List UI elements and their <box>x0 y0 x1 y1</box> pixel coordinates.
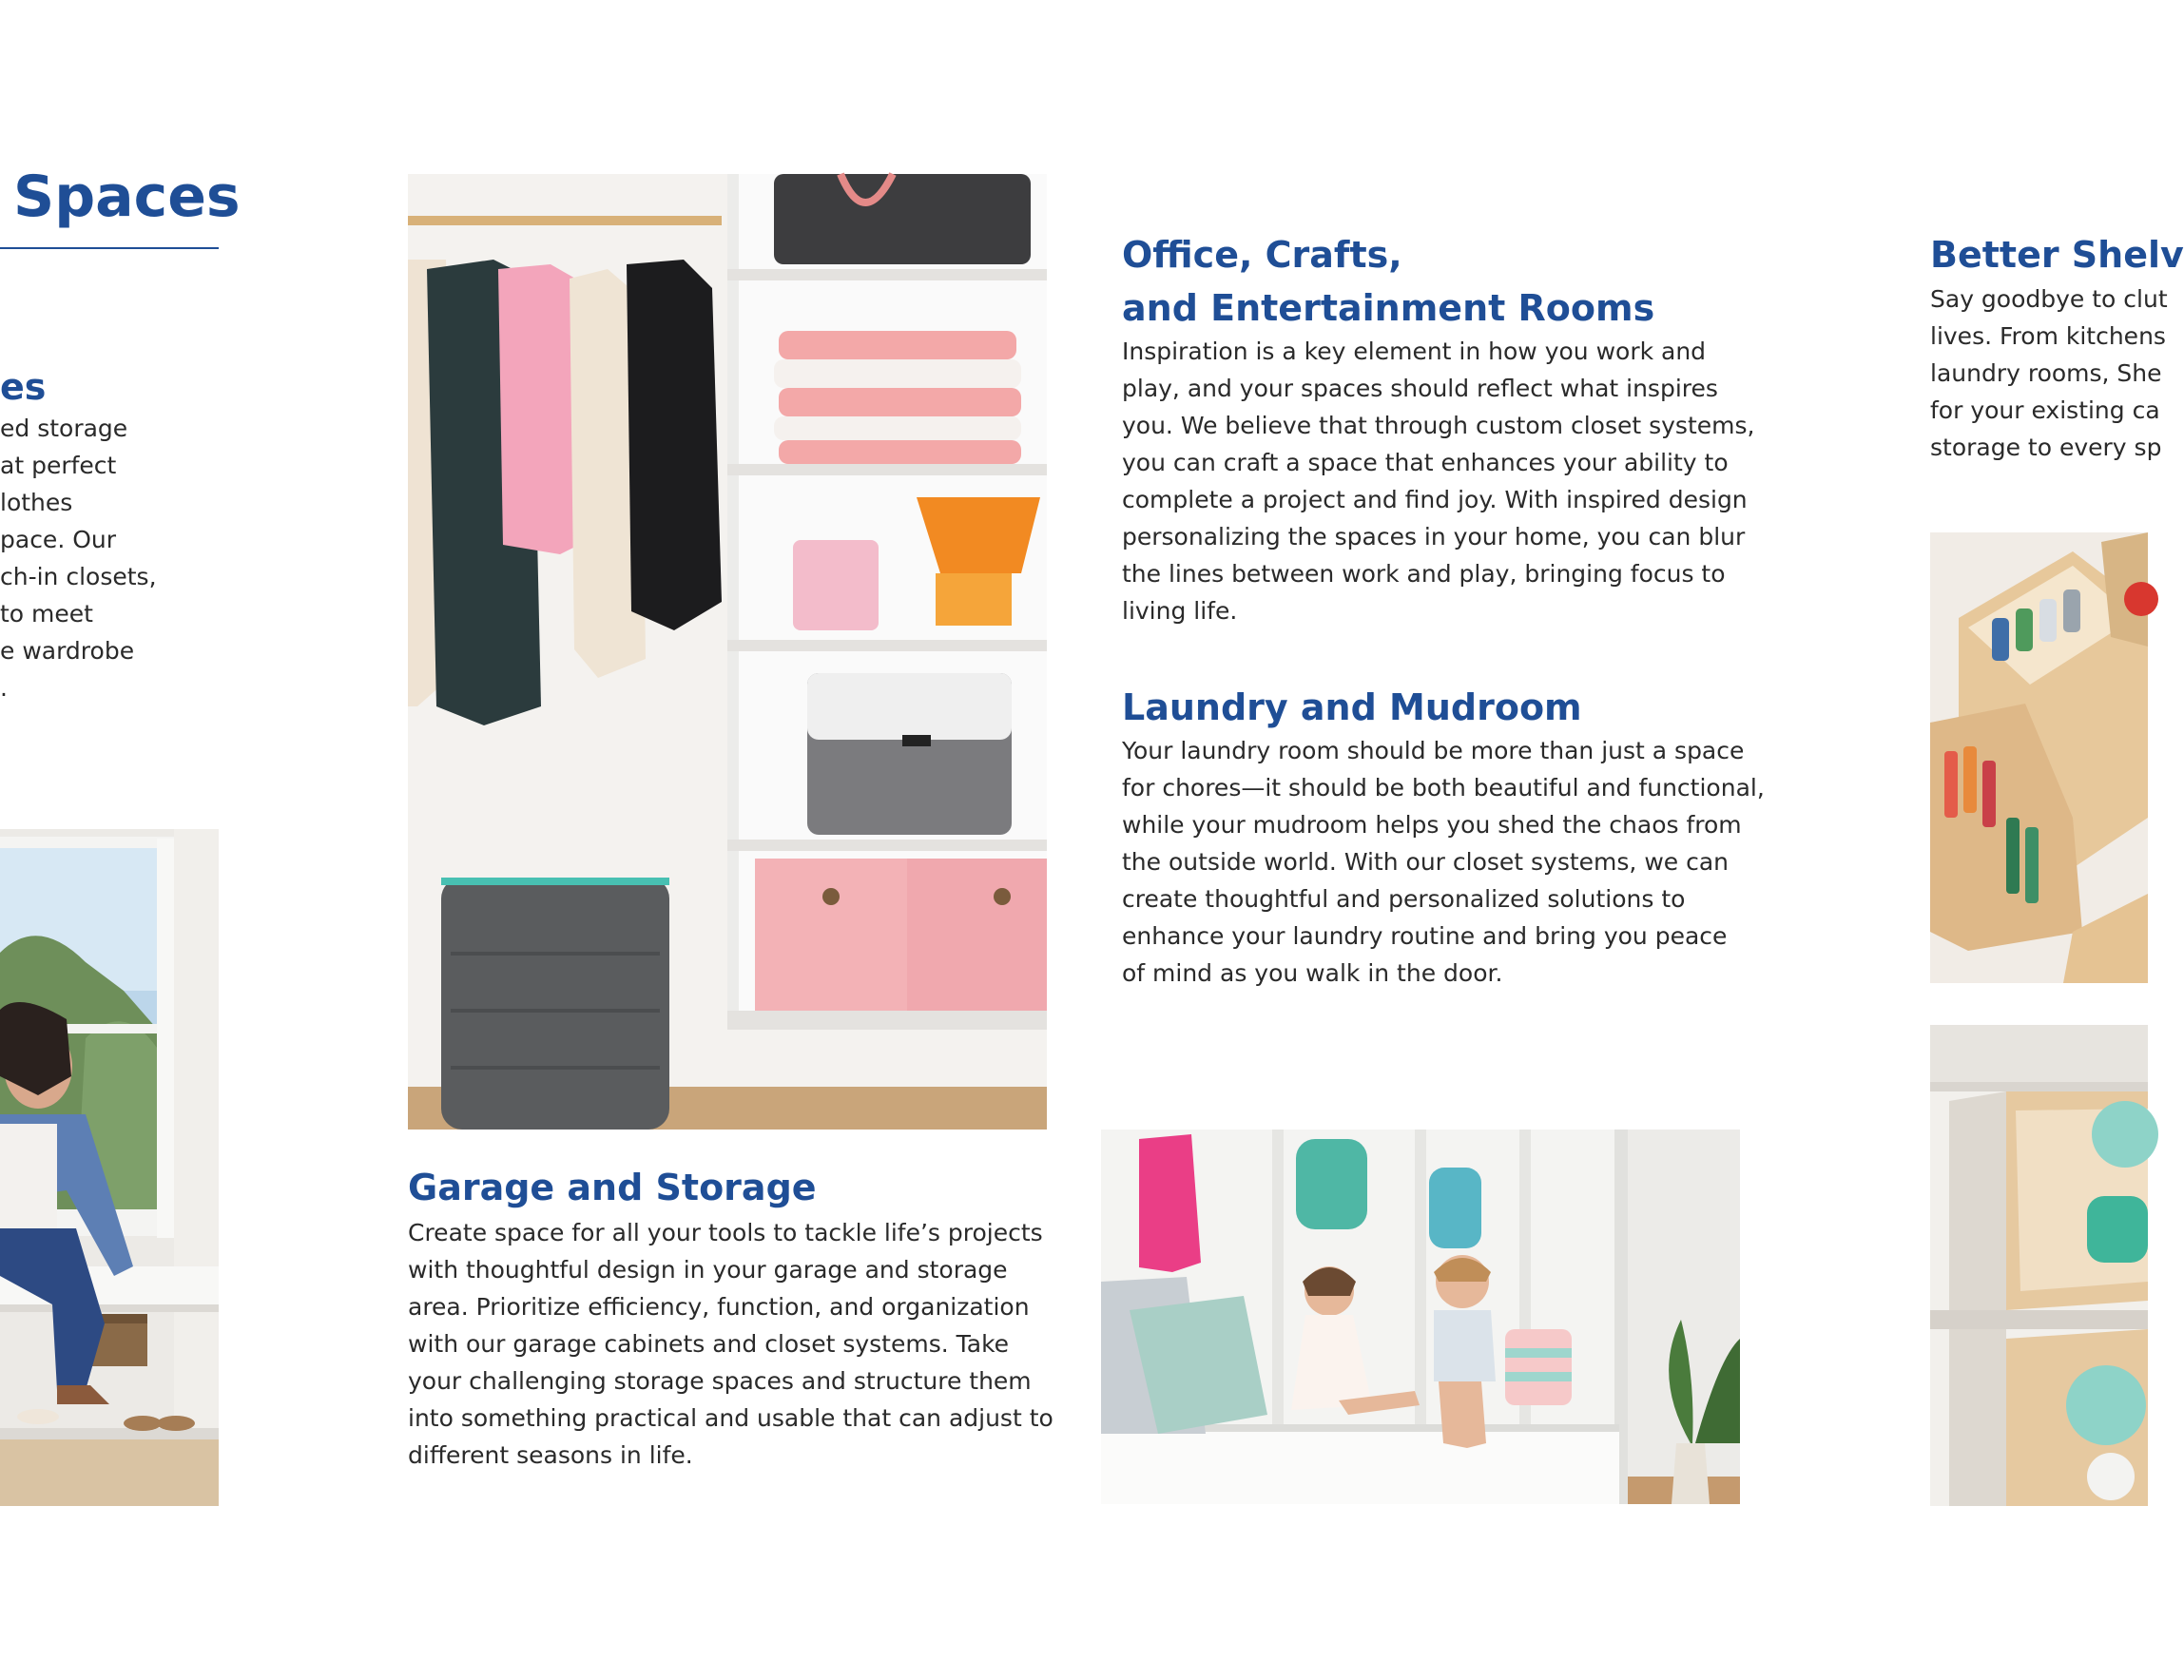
left-body-line: e wardrobe <box>0 637 135 665</box>
garage-body-text <box>408 1214 1053 1480</box>
laundry-body-line: of mind as you walk in the door. <box>1122 959 1503 987</box>
laundry-body-line: create thoughtful and personalized solutions to <box>1122 885 1686 913</box>
laundry-body-line: for chores—it should be both beautiful and functional, <box>1122 774 1765 801</box>
woman-seated-photo <box>0 829 219 1506</box>
office-body-line: you. We believe that through custom closet systems, <box>1122 412 1755 439</box>
left-body-line: ch-in closets, <box>0 563 157 590</box>
office-title-line1: Office, Crafts, <box>1122 234 1402 276</box>
left-body-line: ed storage <box>0 415 128 442</box>
shelving-body-line: for your existing ca <box>1930 396 2160 424</box>
left-body-line: pace. Our <box>0 526 117 553</box>
woman-photo-image <box>0 829 219 1506</box>
laundry-mudroom-title: Laundry and Mudroom <box>1122 686 1582 728</box>
laundry-body-line: while your mudroom helps you shed the chaos from <box>1122 811 1742 839</box>
office-title-line2: and Entertainment Rooms <box>1122 287 1655 329</box>
mudroom-kids-photo <box>1101 1130 1740 1504</box>
shelving-body-line: storage to every sp <box>1930 434 2162 461</box>
left-subheading: es <box>0 366 47 408</box>
garage-body-line: Create space for all your tools to tackle life’s projects <box>408 1219 1043 1246</box>
title-divider <box>0 247 219 249</box>
shelving-body-line: lives. From kitchens <box>1930 322 2166 350</box>
left-body-line: to meet <box>0 600 93 628</box>
garage-body-line: your challenging storage spaces and structure them <box>408 1367 1032 1395</box>
left-body-line: lothes <box>0 489 73 516</box>
garage-storage-title: Garage and Storage <box>408 1167 817 1208</box>
pantry-drawer-photo <box>1930 532 2148 983</box>
closet-photo-image <box>408 174 1047 1130</box>
garage-body-line: different seasons in life. <box>408 1441 693 1469</box>
pantry-photo-image <box>1930 532 2148 983</box>
bath-photo-image <box>1930 1025 2148 1506</box>
left-section-title: Spaces <box>13 164 241 230</box>
office-body-line: the lines between work and play, bringing focus to <box>1122 560 1726 588</box>
laundry-body-line: Your laundry room should be more than just a space <box>1122 737 1745 764</box>
shelving-body-line: laundry rooms, She <box>1930 359 2162 387</box>
laundry-body-text <box>1122 732 1765 998</box>
office-body-line: Inspiration is a key element in how you work and <box>1122 338 1707 365</box>
shelving-column <box>1930 219 2184 475</box>
garage-body-line: with our garage cabinets and closet systems. Take <box>408 1330 1010 1358</box>
office-body-line: personalizing the spaces in your home, you can blur <box>1122 523 1746 550</box>
garage-body-line: area. Prioritize efficiency, function, and organization <box>408 1293 1030 1321</box>
bath-drawer-photo <box>1930 1025 2148 1506</box>
office-body-text <box>1122 333 1755 637</box>
garage-body-line: into something practical and usable that can adjust to <box>408 1404 1053 1432</box>
office-body-line: play, and your spaces should reflect what inspires <box>1122 375 1718 402</box>
laundry-body-line: the outside world. With our closet systems, we can <box>1122 848 1730 876</box>
left-body-text <box>0 410 219 714</box>
better-shelving-title: Better Shelv <box>1930 234 2184 276</box>
left-body-line: . <box>0 674 8 702</box>
left-body-line: at perfect <box>0 452 117 479</box>
mudroom-photo-image <box>1101 1130 1740 1504</box>
office-body-line: you can craft a space that enhances your ability to <box>1122 449 1729 476</box>
garage-body-line: with thoughtful design in your garage and storage <box>408 1256 1008 1284</box>
closet-storage-photo <box>408 174 1047 1130</box>
office-body-line: living life. <box>1122 597 1238 625</box>
office-body-line: complete a project and find joy. With inspired design <box>1122 486 1748 513</box>
laundry-body-line: enhance your laundry routine and bring you peace <box>1122 922 1728 950</box>
shelving-body-line: Say goodbye to clut <box>1930 285 2168 313</box>
